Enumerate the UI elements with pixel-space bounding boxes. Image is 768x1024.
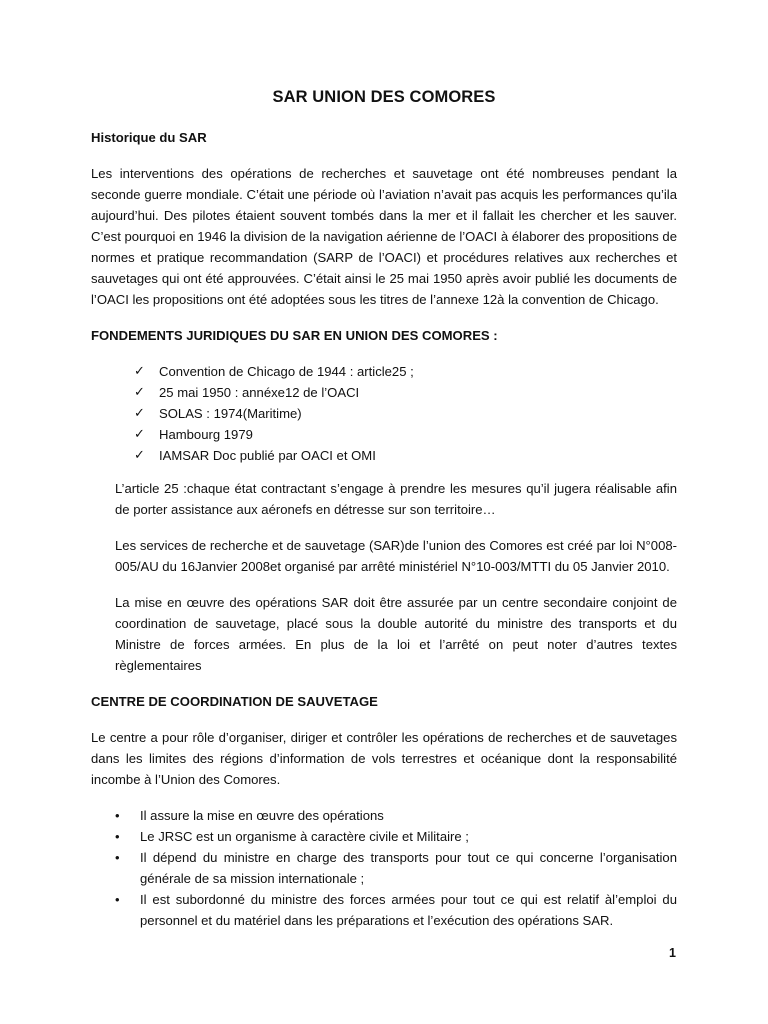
bullet-icon: • xyxy=(115,829,120,844)
checklist-item xyxy=(134,445,677,466)
paragraph-mise-en-oeuvre: La mise en œuvre des opérations SAR doit être assurée par un centre secondaire conjoint de coordination de sauvetage, placé sous la double autorité du ministre des transports et du Ministre de forces armées. En plus de la loi et l’arrêté on peut noter d’autres textes règlementaires xyxy=(115,595,677,673)
checkmark-icon: ✓ xyxy=(134,448,145,463)
page-number: 1 xyxy=(669,946,676,960)
checklist-item xyxy=(134,361,677,382)
checklist-item xyxy=(134,424,677,445)
bullet-icon: • xyxy=(115,808,120,823)
bullet-list-centre xyxy=(91,805,677,931)
checklist-item-text: SOLAS : 1974(Maritime) xyxy=(159,406,302,421)
bullet-item xyxy=(115,805,677,826)
checkmark-icon: ✓ xyxy=(134,385,145,400)
checklist-item-text: Convention de Chicago de 1944 : article25 ; xyxy=(159,364,414,379)
paragraph-centre: Le centre a pour rôle d’organiser, diriger et contrôler les opérations de recherches et de sauvetages dans les limites des régions d’information de vols terrestres et océanique dont la responsabilité incombe à l’Union des Comores. xyxy=(91,730,677,787)
checkmark-icon: ✓ xyxy=(134,364,145,379)
bullet-item-text: Il assure la mise en œuvre des opérations xyxy=(140,808,384,823)
checkmark-icon: ✓ xyxy=(134,427,145,442)
checklist-item xyxy=(134,403,677,424)
bullet-item xyxy=(115,826,677,847)
section-heading-historique: Historique du SAR xyxy=(91,130,207,145)
bullet-item-text: Il est subordonné du ministre des forces armées pour tout ce qui est relatif àl’emploi du personnel et du matériel dans les préparations et l’exécution des opérations SAR. xyxy=(140,892,677,928)
bullet-item xyxy=(115,889,677,931)
bullet-item-text: Il dépend du ministre en charge des transports pour tout ce qui concerne l’organisation générale de sa mission internationale ; xyxy=(140,850,677,886)
section-heading-centre: CENTRE DE COORDINATION DE SAUVETAGE xyxy=(91,694,378,709)
bullet-item xyxy=(115,847,677,889)
bullet-icon: • xyxy=(115,850,120,865)
bullet-item-text: Le JRSC est un organisme à caractère civile et Militaire ; xyxy=(140,829,469,844)
bullet-icon: • xyxy=(115,892,120,907)
checkmark-icon: ✓ xyxy=(134,406,145,421)
paragraph-services-sar: Les services de recherche et de sauvetage (SAR)de l’union des Comores est créé par loi N°008-005/AU du 16Janvier 2008et organisé par arrêté ministériel N°10-003/MTTI du 05 Janvier 2010. xyxy=(115,538,677,574)
document-body xyxy=(91,127,677,931)
section-heading-fondements: FONDEMENTS JURIDIQUES DU SAR EN UNION DES COMORES : xyxy=(91,328,498,343)
paragraph-historique: Les interventions des opérations de recherches et sauvetage ont été nombreuses pendant la seconde guerre mondiale. C’était une période où l’aviation n’avait pas acquis les performances qu’ila aujourd’hui. Des pilotes étaient souvent tombés dans la mer et il fallait les chercher et les sauver. C’est pourquoi en 1946 la division de la navigation aérienne de l’OACI à élaborer des propositions de normes et pratique recommandation (SARP de l’OACI) et procédures relatives aux recherches et sauvetages qui ont été approuvées. C’était ainsi le 25 mai 1950 après avoir publié les documents de l’OACI les propositions ont été adoptées sous les titres de l’annexe 12à la convention de Chicago. xyxy=(91,166,677,307)
checklist-item-text: 25 mai 1950 : annéxe12 de l’OACI xyxy=(159,385,360,400)
checklist-item-text: IAMSAR Doc publié par OACI et OMI xyxy=(159,448,376,463)
document-title: SAR UNION DES COMORES xyxy=(272,88,496,106)
paragraph-article-25: L’article 25 :chaque état contractant s’engage à prendre les mesures qu’il jugera réalisable afin de porter assistance aux aéronefs en détresse sur son territoire… xyxy=(115,481,677,517)
checklist-item-text: Hambourg 1979 xyxy=(159,427,253,442)
checklist-fondements xyxy=(91,361,677,466)
checklist-item xyxy=(134,382,677,403)
